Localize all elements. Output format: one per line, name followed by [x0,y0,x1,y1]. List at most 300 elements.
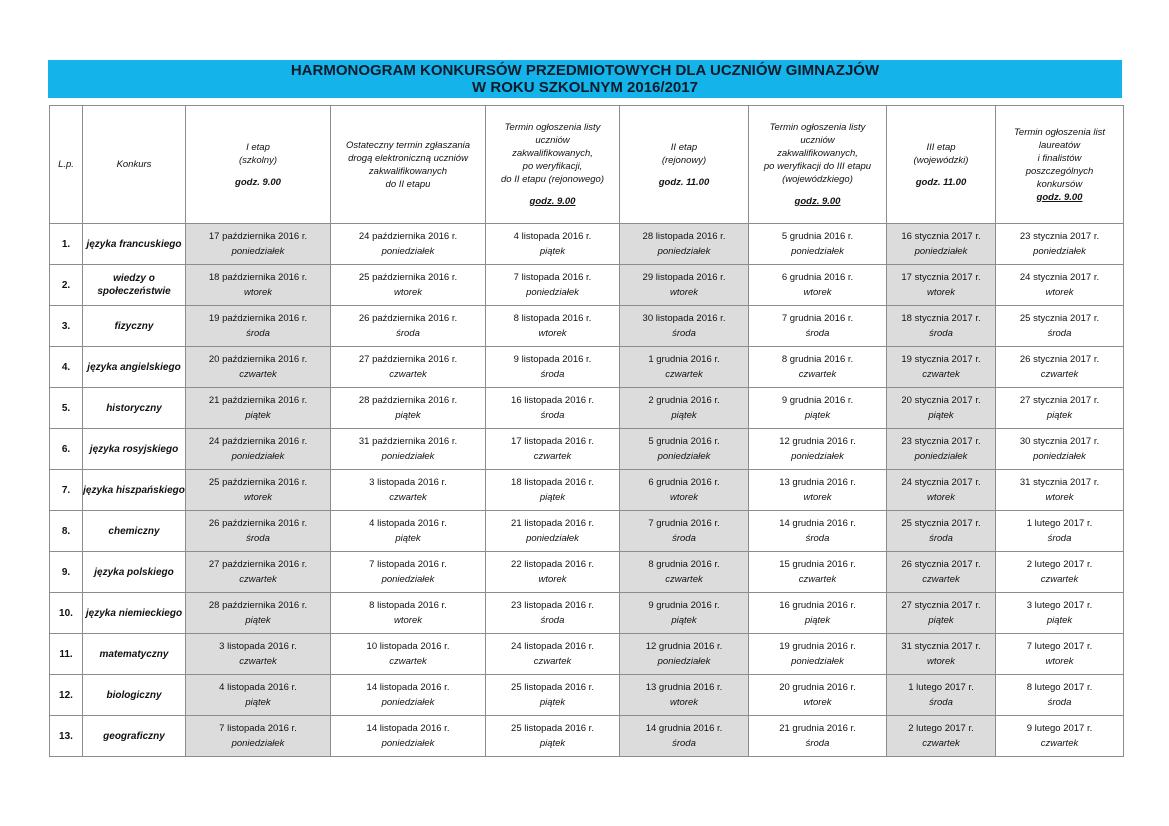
row-number: 3. [50,306,83,347]
row-number: 11. [50,634,83,675]
weekday-text: wtorek [394,615,422,626]
weekday-text: środa [246,533,270,544]
contest-name: historyczny [83,388,186,429]
row-number: 6. [50,429,83,470]
date-cell [620,470,749,511]
date-text: 31 stycznia 2017 r. [901,641,981,652]
table-row [50,347,1124,388]
date-text: 27 stycznia 2017 r. [1019,395,1100,406]
contest-name: języka hiszpańskiego [83,470,186,511]
weekday-text: środa [805,533,830,544]
date-cell [620,634,749,675]
date-cell [749,634,887,675]
weekday-text: poniedziałek [231,246,285,257]
date-text: 6 grudnia 2016 r. [781,272,854,283]
weekday-text: poniedziałek [381,451,435,462]
date-cell [331,224,486,265]
date-cell [186,675,331,716]
weekday-text: środa [929,328,953,339]
date-text: 23 stycznia 2017 r. [1019,231,1100,242]
weekday-text: czwartek [1040,574,1079,585]
contest-name: fizyczny [83,306,186,347]
weekday-text: wtorek [1045,492,1074,503]
date-cell [486,593,620,634]
table-row [50,429,1124,470]
date-cell [996,634,1124,675]
weekday-text: piątek [671,410,697,421]
contest-name: chemiczny [83,511,186,552]
contest-name: biologiczny [83,675,186,716]
weekday-text: wtorek [803,697,832,708]
date-cell [186,429,331,470]
weekday-text: wtorek [670,697,698,708]
date-cell [486,716,620,757]
weekday-text: wtorek [927,287,955,298]
date-text: 21 grudnia 2016 r. [779,723,856,734]
weekday-text: piątek [928,615,954,626]
weekday-text: czwartek [922,574,960,585]
date-cell [620,511,749,552]
date-cell [331,470,486,511]
date-text: 14 listopada 2016 r. [366,682,450,693]
date-text: 3 lutego 2017 r. [1026,600,1093,611]
date-cell [996,552,1124,593]
date-text: 2 lutego 2017 r. [908,723,974,734]
weekday-text: czwartek [239,656,277,667]
date-text: 25 stycznia 2017 r. [1019,313,1100,324]
date-cell [749,224,887,265]
weekday-text: piątek [245,410,271,421]
table-row [50,224,1124,265]
date-cell [620,306,749,347]
weekday-text: piątek [395,533,421,544]
date-text: 10 listopada 2016 r. [366,641,450,652]
header-row [50,106,1124,224]
date-text: 25 stycznia 2017 r. [901,518,981,529]
date-cell [331,511,486,552]
date-cell [486,388,620,429]
page-subtitle: W ROKU SZKOLNYM 2016/2017 [472,79,698,96]
date-text: 18 października 2016 r. [208,272,308,283]
date-text: 26 stycznia 2017 r. [901,559,981,570]
date-cell [887,224,996,265]
date-cell [486,675,620,716]
date-cell [887,265,996,306]
date-text: 24 stycznia 2017 r. [901,477,981,488]
date-cell [996,716,1124,757]
date-text: 24 listopada 2016 r. [511,641,594,652]
date-text: 21 października 2016 r. [208,395,308,406]
date-text: 20 października 2016 r. [208,354,308,365]
date-cell [620,675,749,716]
date-cell [486,634,620,675]
date-text: 4 listopada 2016 r. [513,231,592,242]
date-cell [186,306,331,347]
header-lp: L.p. [50,106,83,224]
weekday-text: poniedziałek [526,287,579,298]
date-cell [620,429,749,470]
weekday-text: środa [672,738,696,749]
row-number: 12. [50,675,83,716]
contest-name: języka polskiego [83,552,186,593]
date-text: 7 lutego 2017 r. [1026,641,1093,652]
date-text: 27 października 2016 r. [208,559,308,570]
date-cell [749,675,887,716]
weekday-text: poniedziałek [657,451,711,462]
weekday-text: wtorek [803,492,832,503]
page-title: HARMONOGRAM KONKURSÓW PRZEDMIOTOWYCH DLA UCZNIÓW GIMNAZJÓW [290,62,880,79]
date-cell [996,224,1124,265]
contest-name: wiedzy o społeczeństwie [83,265,186,306]
date-cell [887,634,996,675]
date-text: 31 stycznia 2017 r. [1019,477,1100,488]
date-cell [749,265,887,306]
date-cell [486,470,620,511]
date-cell [331,593,486,634]
date-text: 7 listopada 2016 r. [369,559,447,570]
header-stage1: I etap (szkolny) godz. 9.00 [186,106,331,224]
weekday-text: poniedziałek [1033,451,1086,462]
date-cell [331,634,486,675]
date-cell [887,511,996,552]
table-row [50,593,1124,634]
weekday-text: czwartek [1040,369,1079,380]
weekday-text: czwartek [922,738,960,749]
date-cell [486,224,620,265]
weekday-text: środa [1047,697,1072,708]
weekday-text: poniedziałek [381,697,435,708]
weekday-text: czwartek [665,574,703,585]
date-cell [331,675,486,716]
weekday-text: środa [540,410,565,421]
weekday-text: środa [672,328,696,339]
date-text: 1 lutego 2017 r. [1026,518,1093,529]
table-row [50,388,1124,429]
weekday-text: czwartek [665,369,703,380]
date-text: 1 lutego 2017 r. [908,682,974,693]
date-cell [749,470,887,511]
weekday-text: środa [540,369,565,380]
date-text: 17 stycznia 2017 r. [901,272,981,283]
weekday-text: wtorek [927,492,955,503]
date-cell [749,388,887,429]
weekday-text: piątek [539,697,566,708]
weekday-text: piątek [804,615,831,626]
date-cell [996,347,1124,388]
date-cell [620,593,749,634]
date-text: 5 grudnia 2016 r. [781,231,854,242]
date-text: 4 listopada 2016 r. [219,682,297,693]
date-cell [331,388,486,429]
date-cell [186,470,331,511]
contest-name: języka angielskiego [83,347,186,388]
date-text: 8 grudnia 2016 r. [648,559,720,570]
date-cell [996,388,1124,429]
weekday-text: wtorek [1045,287,1074,298]
date-text: 7 listopada 2016 r. [513,272,592,283]
date-text: 21 listopada 2016 r. [511,518,594,529]
date-text: 5 grudnia 2016 r. [648,436,720,447]
date-cell [186,347,331,388]
date-cell [620,265,749,306]
weekday-text: środa [672,533,696,544]
date-cell [749,306,887,347]
date-cell [996,429,1124,470]
date-text: 26 października 2016 r. [208,518,308,529]
date-text: 16 grudnia 2016 r. [779,600,856,611]
date-cell [887,552,996,593]
date-text: 22 listopada 2016 r. [511,559,594,570]
date-text: 28 listopada 2016 r. [642,231,726,242]
date-cell [331,265,486,306]
row-number: 7. [50,470,83,511]
row-number: 4. [50,347,83,388]
weekday-text: czwartek [798,369,837,380]
weekday-text: czwartek [533,451,572,462]
weekday-text: wtorek [538,328,567,339]
weekday-text: poniedziałek [381,574,435,585]
date-text: 17 listopada 2016 r. [511,436,594,447]
date-cell [186,388,331,429]
date-cell [620,552,749,593]
date-text: 15 grudnia 2016 r. [779,559,856,570]
weekday-text: czwartek [239,574,277,585]
header-konkurs: Konkurs [83,106,186,224]
date-cell [996,593,1124,634]
date-text: 16 listopada 2016 r. [511,395,594,406]
date-cell [331,347,486,388]
date-text: 9 grudnia 2016 r. [648,600,720,611]
date-text: 14 listopada 2016 r. [366,723,450,734]
date-text: 20 grudnia 2016 r. [779,682,856,693]
date-text: 24 stycznia 2017 r. [1019,272,1100,283]
date-text: 3 listopada 2016 r. [369,477,447,488]
date-text: 8 grudnia 2016 r. [781,354,854,365]
date-cell [186,224,331,265]
date-cell [887,716,996,757]
row-number: 13. [50,716,83,757]
weekday-text: poniedziałek [791,656,844,667]
weekday-text: poniedziałek [914,246,968,257]
date-text: 13 grudnia 2016 r. [645,682,723,693]
date-cell [186,716,331,757]
date-text: 9 grudnia 2016 r. [781,395,854,406]
date-text: 19 stycznia 2017 r. [901,354,981,365]
date-cell [186,593,331,634]
date-text: 27 stycznia 2017 r. [901,600,981,611]
date-cell [620,388,749,429]
date-cell [486,306,620,347]
date-text: 3 listopada 2016 r. [219,641,297,652]
date-text: 20 stycznia 2017 r. [901,395,981,406]
date-text: 16 stycznia 2017 r. [901,231,981,242]
header-laureates-list: Termin ogłoszenia list laureatów i finalistów poszczególnych konkursów godz. 9.00 [996,106,1124,224]
date-text: 7 grudnia 2016 r. [648,518,720,529]
date-cell [486,552,620,593]
weekday-text: wtorek [1045,656,1074,667]
weekday-text: piątek [539,738,566,749]
date-cell [486,511,620,552]
weekday-text: piątek [804,410,831,421]
weekday-text: wtorek [670,492,698,503]
date-text: 19 października 2016 r. [208,313,308,324]
date-text: 2 grudnia 2016 r. [648,395,720,406]
date-text: 27 października 2016 r. [358,354,458,365]
weekday-text: wtorek [244,287,272,298]
date-text: 14 grudnia 2016 r. [779,518,856,529]
date-text: 26 października 2016 r. [358,313,458,324]
weekday-text: poniedziałek [381,246,435,257]
date-text: 19 grudnia 2016 r. [779,641,856,652]
date-text: 23 stycznia 2017 r. [901,436,981,447]
date-cell [620,224,749,265]
row-number: 2. [50,265,83,306]
date-text: 23 listopada 2016 r. [511,600,594,611]
date-cell [486,347,620,388]
weekday-text: piątek [395,410,421,421]
weekday-text: poniedziałek [657,246,711,257]
date-cell [749,511,887,552]
date-cell [186,265,331,306]
date-text: 25 listopada 2016 r. [511,682,594,693]
date-text: 8 listopada 2016 r. [369,600,447,611]
header-stage3: III etap (wojewódzki) godz. 11.00 [887,106,996,224]
date-text: 28 października 2016 r. [358,395,458,406]
date-cell [331,716,486,757]
weekday-text: środa [1047,533,1072,544]
date-cell [749,716,887,757]
schedule-table [49,105,1124,757]
weekday-text: piątek [928,410,954,421]
weekday-text: środa [540,615,565,626]
table-row [50,511,1124,552]
weekday-text: poniedziałek [1033,246,1086,257]
date-cell [996,265,1124,306]
weekday-text: poniedziałek [657,656,711,667]
table-row [50,716,1124,757]
weekday-text: poniedziałek [791,451,844,462]
header-registration-deadline: Ostateczny termin zgłaszania drogą elektroniczną uczniów zakwalifikowanych do II etapu [331,106,486,224]
date-text: 6 grudnia 2016 r. [648,477,720,488]
date-text: 24 października 2016 r. [358,231,458,242]
row-number: 9. [50,552,83,593]
weekday-text: czwartek [239,369,277,380]
contest-name: języka niemieckiego [83,593,186,634]
weekday-text: wtorek [394,287,422,298]
table-row [50,265,1124,306]
date-text: 12 grudnia 2016 r. [645,641,723,652]
weekday-text: środa [246,328,270,339]
date-cell [996,470,1124,511]
date-cell [331,306,486,347]
date-cell [887,347,996,388]
header-stage3-list: Termin ogłoszenia listy uczniów zakwalifikowanych, po weryfikacji do III etapu (wojewódzkiego) godz. 9.00 [749,106,887,224]
date-cell [996,675,1124,716]
header-stage2: II etap (rejonowy) godz. 11.00 [620,106,749,224]
table-row [50,306,1124,347]
weekday-text: piątek [245,615,271,626]
date-cell [186,634,331,675]
weekday-text: czwartek [533,656,572,667]
date-cell [887,593,996,634]
date-cell [749,593,887,634]
weekday-text: piątek [1046,615,1073,626]
weekday-text: środa [805,738,830,749]
date-text: 17 października 2016 r. [208,231,308,242]
date-text: 25 listopada 2016 r. [511,723,594,734]
weekday-text: piątek [245,697,271,708]
weekday-text: poniedziałek [381,738,435,749]
weekday-text: piątek [671,615,697,626]
weekday-text: czwartek [922,369,960,380]
table-row [50,634,1124,675]
date-text: 2 lutego 2017 r. [1026,559,1093,570]
date-text: 9 lutego 2017 r. [1026,723,1093,734]
date-cell [887,388,996,429]
row-number: 5. [50,388,83,429]
date-cell [186,511,331,552]
row-number: 10. [50,593,83,634]
weekday-text: poniedziałek [231,451,285,462]
weekday-text: wtorek [244,492,272,503]
date-text: 9 listopada 2016 r. [513,354,592,365]
date-text: 18 listopada 2016 r. [511,477,594,488]
weekday-text: czwartek [798,574,837,585]
weekday-text: piątek [539,492,566,503]
weekday-text: środa [396,328,420,339]
date-cell [331,429,486,470]
weekday-text: wtorek [538,574,567,585]
row-number: 1. [50,224,83,265]
weekday-text: poniedziałek [791,246,844,257]
date-cell [486,265,620,306]
weekday-text: czwartek [389,369,427,380]
weekday-text: czwartek [389,492,427,503]
date-text: 25 października 2016 r. [358,272,458,283]
weekday-text: środa [1047,328,1072,339]
date-text: 26 stycznia 2017 r. [1019,354,1100,365]
date-text: 7 listopada 2016 r. [219,723,297,734]
weekday-text: środa [929,533,953,544]
contest-name: geograficzny [83,716,186,757]
date-text: 31 października 2016 r. [358,436,458,447]
table-row [50,675,1124,716]
date-cell [887,306,996,347]
date-text: 13 grudnia 2016 r. [779,477,856,488]
date-text: 30 stycznia 2017 r. [1019,436,1100,447]
date-text: 4 listopada 2016 r. [369,518,447,529]
date-cell [749,552,887,593]
header-stage2-list: Termin ogłoszenia listy uczniów zakwalifikowanych, po weryfikacji, do II etapu (rejonowego) godz. 9.00 [486,106,620,224]
date-text: 28 października 2016 r. [208,600,308,611]
date-text: 8 listopada 2016 r. [513,313,592,324]
weekday-text: środa [805,328,830,339]
date-text: 29 listopada 2016 r. [642,272,726,283]
date-text: 12 grudnia 2016 r. [779,436,856,447]
date-cell [749,429,887,470]
date-cell [887,429,996,470]
table-row [50,552,1124,593]
date-cell [749,347,887,388]
weekday-text: piątek [1046,410,1073,421]
date-cell [887,675,996,716]
title-band [48,60,1122,98]
weekday-text: piątek [539,246,566,257]
date-cell [486,429,620,470]
weekday-text: poniedziałek [231,738,285,749]
date-cell [996,511,1124,552]
weekday-text: wtorek [927,656,955,667]
